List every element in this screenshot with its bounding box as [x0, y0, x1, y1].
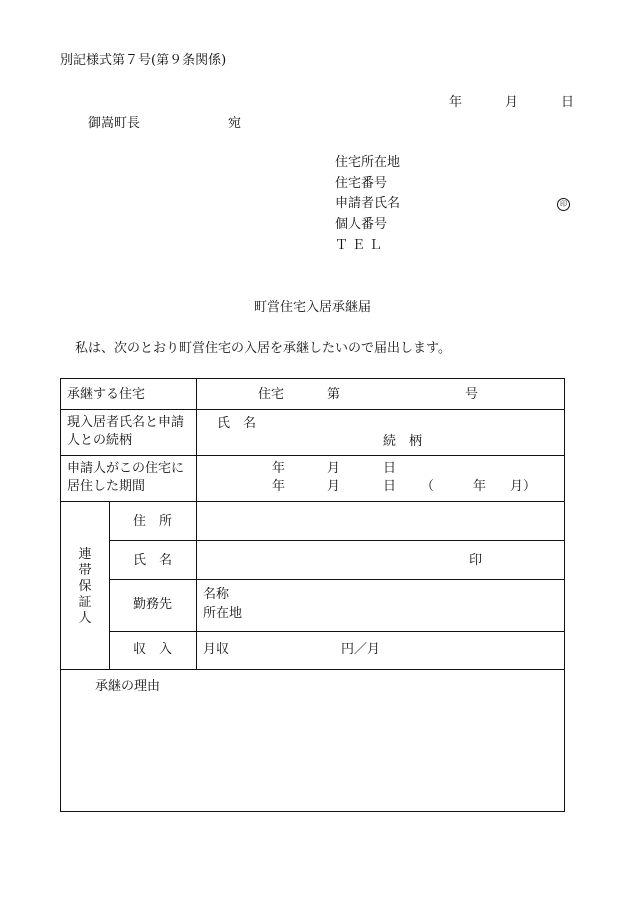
duration-month: 月） [510, 479, 537, 494]
guarantor-vertical-char: 人 [78, 611, 92, 626]
duration-year: 年 [473, 479, 487, 494]
current-resident-label-line2: 人との続柄 [67, 433, 133, 448]
document-title: 町営住宅入居承継届 [254, 300, 372, 315]
row-divider [61, 455, 564, 456]
row-divider [61, 409, 564, 410]
employer-label: 勤務先 [133, 597, 173, 612]
column-divider [109, 501, 110, 669]
row-divider [109, 579, 564, 580]
applicant-seal-mark: 印 [557, 198, 570, 211]
form-number: 別記様式第７号(第９条関係) [60, 53, 227, 68]
end-month: 月 [327, 479, 341, 494]
date-month-label: 月 [505, 95, 519, 110]
row-divider [109, 631, 564, 632]
addressee: 御嵩町長 [88, 116, 141, 131]
row-divider [61, 669, 564, 670]
resident-name-label: 氏 名 [217, 416, 257, 431]
go-word: 号 [465, 387, 479, 402]
dai-word: 第 [327, 387, 341, 402]
intro-text: 私は、次のとおり町営住宅の入居を承継したいので届出します。 [75, 341, 451, 356]
guarantor-vertical-char: 保 [78, 579, 92, 594]
duration-open-paren: （ [421, 479, 435, 494]
succession-form-table [60, 378, 565, 812]
guarantor-vertical-char: 連 [78, 547, 92, 562]
residence-period-label-line1: 申請人がこの住宅に [67, 461, 185, 476]
row-divider [109, 540, 564, 541]
employer-name-label: 名称 [203, 587, 230, 602]
my-number-label: 個人番号 [335, 217, 388, 232]
guarantor-vertical-char: 証 [78, 595, 92, 610]
end-year: 年 [272, 479, 286, 494]
residence-period-label-line2: 居住した期間 [67, 479, 146, 494]
income-label: 収 入 [133, 642, 173, 657]
current-resident-label-line1: 現入居者氏名と申請 [67, 415, 185, 430]
applicant-name-label: 申請者氏名 [335, 196, 401, 211]
house-address-label: 住宅所在地 [335, 155, 401, 170]
succession-house-label: 承継する住宅 [67, 387, 146, 402]
house-number-label: 住宅番号 [335, 176, 388, 191]
house-word: 住宅 [258, 387, 285, 402]
date-day-label: 日 [561, 95, 575, 110]
guarantor-seal-mark: 印 [469, 553, 483, 568]
succession-reason-label: 承継の理由 [95, 679, 161, 694]
yen-per-month-label: 円／月 [341, 642, 381, 657]
guarantor-address-label: 住 所 [133, 514, 173, 529]
row-divider [61, 501, 564, 502]
employer-address-label: 所在地 [203, 606, 243, 621]
monthly-income-label: 月収 [203, 642, 230, 657]
addressee-suffix: 宛 [228, 116, 242, 131]
tel-label: ＴＥＬ [335, 238, 387, 253]
end-day: 日 [383, 479, 397, 494]
column-divider [196, 379, 197, 669]
guarantor-vertical-char: 帯 [78, 563, 92, 578]
relation-label: 続 柄 [383, 434, 423, 449]
date-year-label: 年 [449, 95, 463, 110]
start-year: 年 [272, 461, 286, 476]
start-day: 日 [383, 461, 397, 476]
guarantor-name-label: 氏 名 [133, 553, 173, 568]
start-month: 月 [327, 461, 341, 476]
